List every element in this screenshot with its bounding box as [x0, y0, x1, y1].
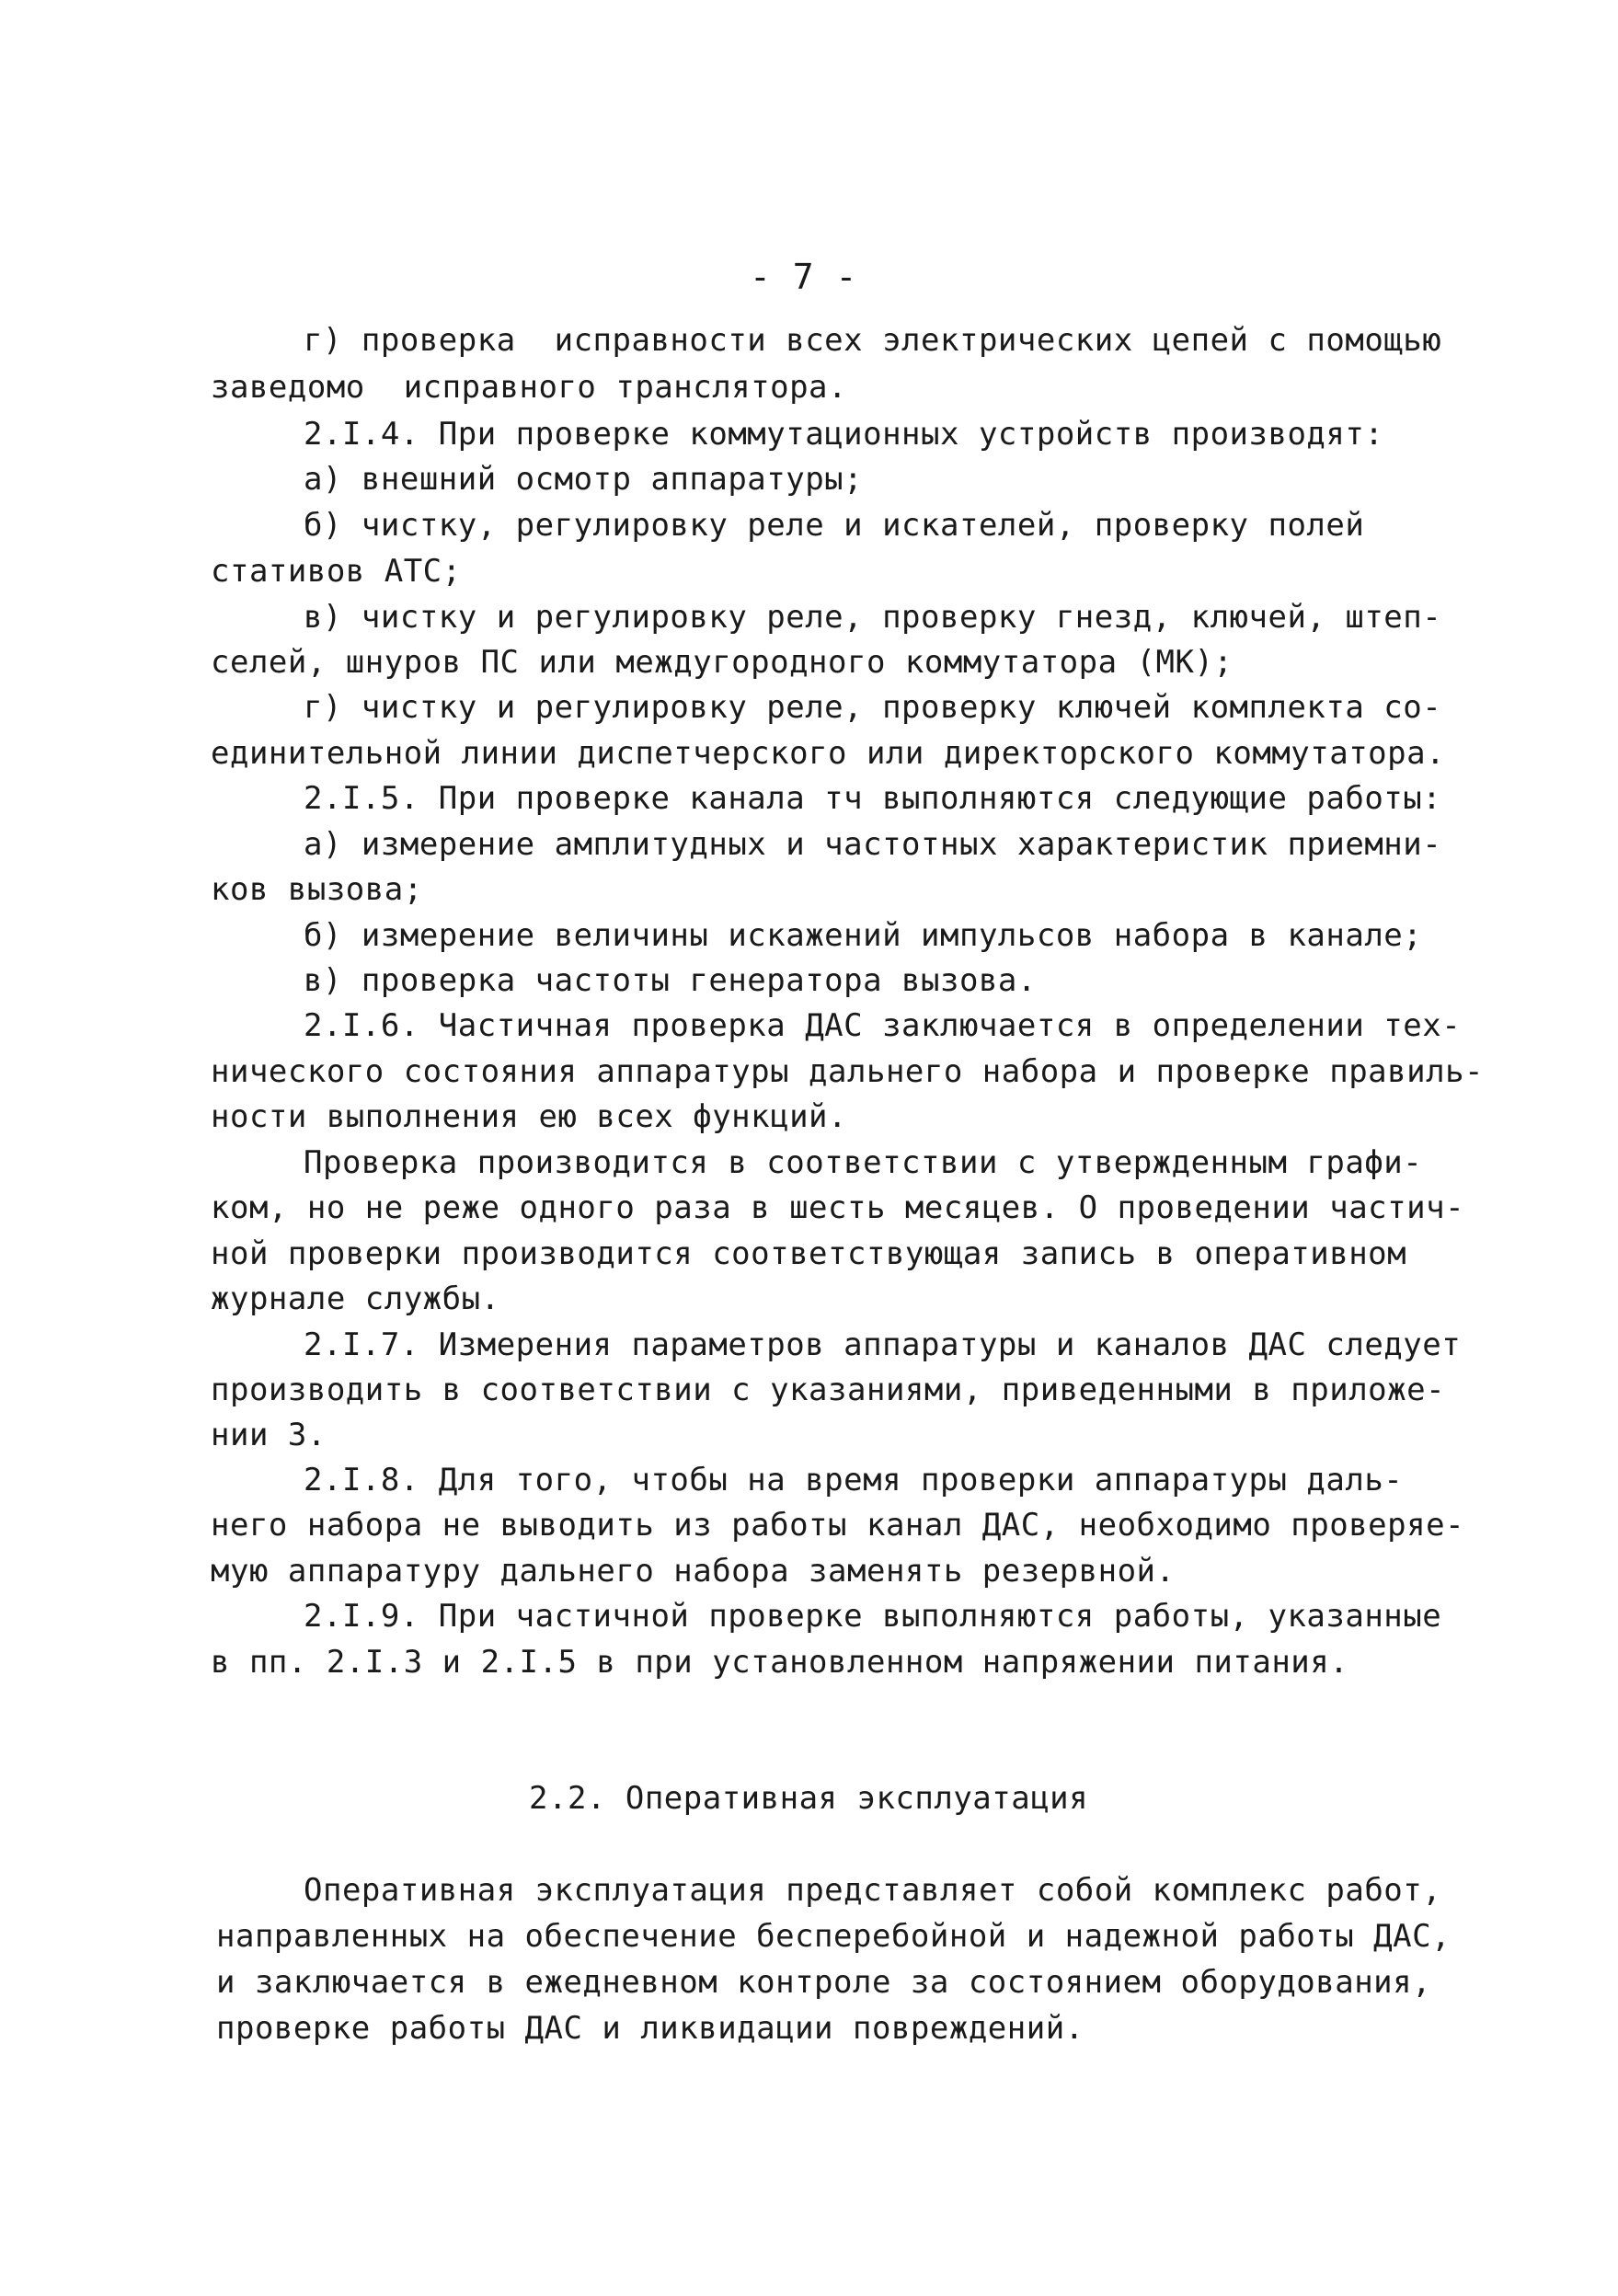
text-line: 2.I.4. При проверке коммутационных устройств производят: [304, 416, 1384, 453]
text-line: ной проверки производится соответствующая запись в оперативном [211, 1235, 1407, 1272]
text-line: в) проверка частоты генератора вызова. [304, 962, 1037, 999]
text-line: единительной линии диспетчерского или директорского коммутатора. [211, 735, 1446, 772]
text-line: в пп. 2.I.3 и 2.I.5 в при установленном напряжении питания. [211, 1644, 1349, 1681]
text-line: 2.I.9. При частичной проверке выполняются работы, указанные [304, 1598, 1442, 1635]
text-line: и заключается в ежедневном контроле за состоянием оборудования, [216, 1964, 1432, 2001]
text-line: производить в соответствии с указаниями, приведенными в приложе- [211, 1372, 1446, 1408]
text-line: 2.I.8. Для того, чтобы на время проверки аппаратуры даль- [304, 1462, 1404, 1498]
text-line: ности выполнения ею всех функций. [211, 1098, 848, 1135]
text-line: проверке работы ДАС и ликвидации повреждений. [216, 2010, 1084, 2047]
text-line: Проверка производится в соответствии с утвержденным графи- [304, 1144, 1423, 1181]
text-line: б) чистку, регулировку реле и искателей, проверку полей [304, 507, 1365, 544]
text-line: него набора не выводить из работы канал ДАС, необходимо проверяе- [211, 1507, 1465, 1544]
text-line: заведомо исправного транслятора. [211, 369, 848, 406]
text-line: нии 3. [211, 1417, 327, 1453]
text-line: селей, шнуров ПС или междугородного коммутатора (МК); [211, 644, 1234, 681]
text-line: 2.I.5. При проверке канала тч выполняются следующие работы: [304, 780, 1442, 817]
text-line: в) чистку и регулировку реле, проверку гнезд, ключей, штеп- [304, 599, 1442, 636]
text-line: журнале службы. [211, 1280, 500, 1317]
section-heading: 2.2. Оперативная эксплуатация [529, 1780, 1089, 1817]
text-line: 2.I.6. Частичная проверка ДАС заключается в определении тех- [304, 1007, 1462, 1044]
text-line: б) измерение величины искажений импульсов набора в канале; [304, 917, 1423, 954]
text-line: Оперативная эксплуатация представляет собой комплекс работ, [304, 1872, 1442, 1909]
text-line: ком, но не реже одного раза в шесть месяцев. О проведении частич- [211, 1189, 1465, 1226]
text-line: нического состояния аппаратуры дальнего набора и проверке правиль- [211, 1053, 1485, 1090]
text-line: стативов АТС; [211, 553, 462, 590]
text-line: ков вызова; [211, 871, 423, 908]
text-line: а) внешний осмотр аппаратуры; [304, 461, 864, 498]
text-line: 2.I.7. Измерения параметров аппаратуры и каналов ДАС следует [304, 1326, 1462, 1363]
text-line: мую аппаратуру дальнего набора заменять резервной. [211, 1553, 1176, 1590]
page-number: - 7 - [750, 257, 857, 297]
text-line: а) измерение амплитудных и частотных характеристик приемни- [304, 826, 1442, 863]
text-line: г) чистку и регулировку реле, проверку ключей комплекта со- [304, 689, 1442, 726]
text-line: г) проверка исправности всех электрических цепей с помощью [304, 322, 1442, 359]
text-line: направленных на обеспечение бесперебойной и надежной работы ДАС, [216, 1918, 1452, 1955]
